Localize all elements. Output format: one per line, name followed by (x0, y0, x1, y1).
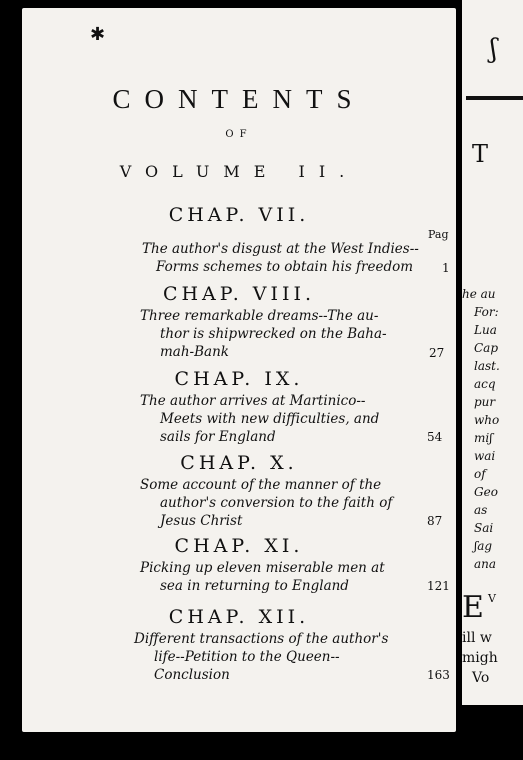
summary-line: The author's disgust at the West Indies-- (142, 241, 419, 257)
facing-line: as (474, 503, 488, 517)
facing-ornament: ʃ (490, 34, 498, 64)
chapter-7-heading: CHAP. VII. (168, 204, 310, 226)
facing-line: of (474, 467, 486, 481)
chapter-9-heading: CHAP. IX. (174, 368, 304, 390)
of-label: OF (225, 129, 253, 140)
facing-page-fragment (462, 0, 523, 705)
contents-page (22, 8, 456, 732)
facing-drop-letter: T (472, 140, 489, 168)
chapter-9-summary (140, 392, 379, 446)
chapter-12-page: 163 (427, 668, 450, 682)
scan-bottom-border (0, 735, 523, 760)
chapter-8-summary (140, 307, 387, 361)
summary-line: Forms schemes to obtain his freedom (156, 259, 414, 275)
summary-line: Some account of the manner of the (140, 477, 382, 493)
summary-line: thor is shipwrecked on the Baha- (160, 326, 387, 342)
page-column-label: Pag (428, 228, 449, 241)
facing-line: V (488, 592, 496, 605)
facing-rule (466, 96, 523, 100)
summary-line: sails for England (160, 429, 276, 445)
summary-line: Picking up eleven miserable men at (140, 560, 385, 576)
summary-line: mah-Bank (160, 344, 229, 360)
chapter-7-page: 1 (442, 261, 450, 275)
chapter-9-page: 54 (427, 430, 443, 444)
facing-line: Vo (472, 670, 490, 686)
chapter-11-page: 121 (427, 579, 450, 593)
volume-label: VOLUME II. (119, 162, 359, 181)
facing-line: who (474, 413, 500, 427)
facing-line: pur (474, 395, 496, 409)
chapter-8-page: 27 (429, 346, 445, 360)
summary-line: life--Petition to the Queen-- (154, 649, 340, 665)
chapter-10-summary (140, 476, 392, 530)
facing-line: migh (462, 650, 498, 666)
summary-line: Conclusion (154, 667, 230, 683)
contents-title: CONTENTS (112, 84, 366, 114)
facing-line: Sai (474, 521, 494, 535)
facing-line: Lua (474, 323, 497, 337)
summary-line: author's conversion to the faith of (160, 495, 393, 511)
summary-line: Three remarkable dreams--The au- (140, 308, 379, 324)
facing-line: miʃ (474, 431, 493, 445)
facing-line: For: (474, 305, 499, 319)
chapter-11-heading: CHAP. XI. (174, 535, 304, 557)
chapter-11-summary (140, 559, 385, 595)
facing-line: ʃag (474, 539, 493, 553)
chapter-8-heading: CHAP. VIII. (162, 283, 316, 305)
summary-line: sea in returning to England (160, 578, 349, 594)
ink-blot-mark: ✱ (90, 24, 106, 45)
facing-line: ill w (462, 630, 492, 646)
chapter-10-heading: CHAP. X. (180, 452, 298, 474)
facing-line: he au (462, 287, 496, 301)
facing-line: wai (474, 449, 496, 463)
summary-line: Jesus Christ (160, 513, 243, 529)
facing-initial: E (462, 590, 484, 625)
summary-line: Different transactions of the author's (134, 631, 389, 647)
summary-line: Meets with new difficulties, and (160, 411, 380, 427)
chapter-12-summary (134, 630, 388, 684)
facing-line: ana (474, 557, 497, 571)
facing-line: Cap (474, 341, 499, 355)
summary-line: The author arrives at Martinico-- (140, 393, 366, 409)
facing-line: last. (474, 359, 500, 373)
chapter-12-heading: CHAP. XII. (168, 606, 310, 628)
facing-line: acq (474, 377, 496, 391)
facing-line: Geo (474, 485, 498, 499)
chapter-7-summary (142, 240, 419, 276)
chapter-10-page: 87 (427, 514, 443, 528)
